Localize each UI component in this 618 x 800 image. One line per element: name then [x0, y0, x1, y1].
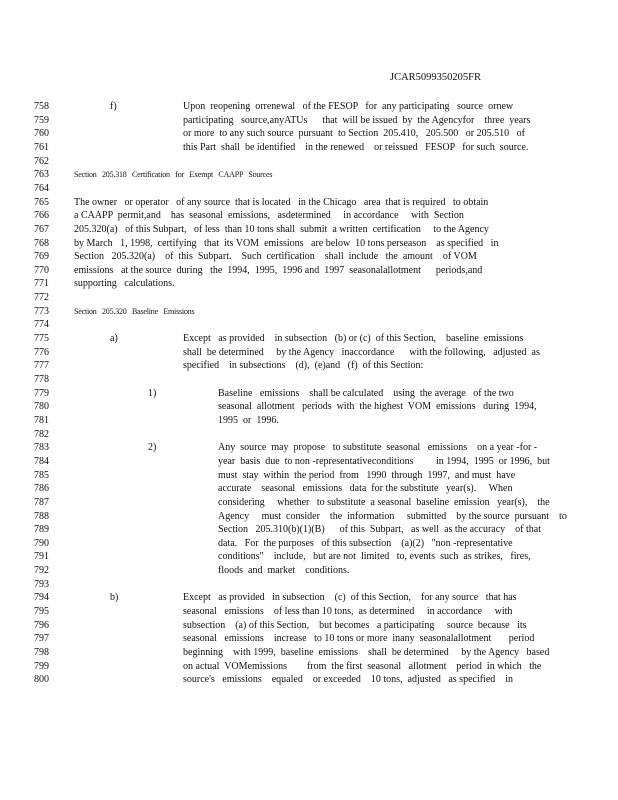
line-text: Any source may propose to substitute seasonal emissions on a year -for - [218, 442, 538, 454]
line-text: floods and market conditions. [218, 565, 350, 577]
line-number: 770 [34, 264, 49, 276]
text-line [34, 291, 54, 305]
line-text: on actual VOMemissions from the first seasonal allotment period in which the [183, 660, 542, 672]
line-number: 785 [34, 469, 49, 481]
text-line [34, 373, 54, 387]
text-line [34, 414, 279, 428]
line-text: Upon reopening orrenewal of the FESOP for any participating source ornew [183, 101, 514, 112]
line-number: 783 [34, 442, 49, 454]
line-number: 761 [34, 141, 49, 153]
line-text: 205.320(a) of this Subpart, of less than 10 tons shall submit a written certification to the Agency [74, 223, 489, 235]
line-text: accurate seasonal emissions data for the substitute year(s). When [218, 483, 513, 495]
line-text: specified in subsections (d), (e)and (f) of this Section: [183, 360, 424, 372]
line-text: shall be determined by the Agency inaccordance with the following, adjusted as [183, 346, 540, 358]
text-line [34, 578, 54, 592]
text-line [34, 114, 531, 128]
text-line [34, 277, 175, 291]
text-line [34, 209, 464, 223]
text-line [34, 346, 540, 360]
text-line [34, 537, 513, 551]
line-number: 759 [34, 114, 49, 126]
text-line [34, 496, 550, 510]
line-number: 793 [34, 578, 49, 590]
text-line [34, 591, 517, 605]
line-text: Except as provided in subsection (b) or (c) of this Section, baseline emissions [183, 333, 524, 345]
line-text: this Part shall be identified in the renewed or reissued FESOP for such source. [183, 141, 529, 153]
line-number: 782 [34, 428, 49, 440]
text-line [34, 196, 489, 210]
text-line [34, 264, 483, 278]
line-text: Section 205.320(a) of this Subpart. Such certification shall include the amount of VOM [74, 251, 477, 263]
line-text: participating source,anyATUs that will be issued by the Agencyfor three years [183, 114, 531, 126]
text-line [34, 141, 529, 155]
text-line [34, 605, 513, 619]
line-number: 794 [34, 592, 49, 604]
line-number: 776 [34, 346, 49, 358]
line-number: 792 [34, 565, 49, 577]
text-line [34, 100, 514, 114]
line-text: 1995 or 1996. [218, 414, 279, 426]
section-heading: Section 205.318 Certification for Exempt CAAPP Sources [74, 170, 273, 180]
text-line [34, 428, 54, 442]
line-number: 781 [34, 414, 49, 426]
subsection-marker: b) [110, 592, 119, 604]
text-line [34, 387, 514, 401]
line-number: 797 [34, 633, 49, 645]
line-number: 767 [34, 223, 49, 235]
text-line [34, 318, 54, 332]
line-number: 780 [34, 401, 49, 413]
line-number: 796 [34, 619, 49, 631]
line-number: 798 [34, 647, 49, 658]
line-number: 758 [34, 101, 49, 112]
line-text: year basis due to non -representativeconditions in 1994, 1995 or 1996, but [218, 455, 550, 467]
text-line [34, 182, 54, 196]
text-line [34, 237, 499, 251]
text-line [34, 660, 542, 674]
text-line [34, 155, 54, 169]
text-line [34, 482, 513, 496]
text-line [34, 469, 516, 483]
section-heading-line [34, 168, 273, 182]
line-text: by March 1, 1998, certifying that its VOM emissions are below 10 tons perseason as specified in [74, 237, 499, 249]
text-line [34, 632, 535, 646]
document-id: JCAR5099350205FR [390, 72, 482, 83]
line-text: subsection (a) of this Section, but becomes a participating source because its [183, 619, 527, 631]
text-line [34, 441, 538, 455]
text-line [34, 673, 514, 687]
section-heading-line [34, 305, 195, 319]
line-text: beginning with 1999, baseline emissions shall be determined by the Agency based [183, 647, 550, 658]
line-text: The owner or operator of any source that is located in the Chicago area that is required to obtain [74, 196, 489, 208]
line-number: 763 [34, 169, 49, 181]
line-number: 799 [34, 660, 49, 672]
line-number: 772 [34, 292, 49, 304]
line-text: or more to any such source pursuant to Section 205.410, 205.500 or 205.510 of [183, 128, 525, 140]
line-number: 777 [34, 360, 49, 372]
line-text: Baseline emissions shall be calculated using the average of the two [218, 387, 514, 399]
subsection-marker: f) [110, 101, 117, 112]
line-text: supporting calculations. [74, 278, 175, 290]
text-line [34, 359, 424, 373]
line-number: 769 [34, 251, 49, 263]
line-number: 764 [34, 182, 49, 194]
text-line [34, 223, 489, 237]
line-number: 768 [34, 237, 49, 249]
text-line [34, 646, 550, 660]
paragraph-marker: 2) [148, 442, 157, 454]
line-number: 775 [34, 333, 49, 345]
line-number: 774 [34, 319, 49, 331]
line-number: 787 [34, 496, 49, 508]
text-line [34, 332, 524, 346]
line-number: 789 [34, 524, 49, 536]
line-text: a CAAPP permit,and has seasonal emissions, asdetermined in accordance with Section [74, 210, 464, 222]
line-text: source's emissions equaled or exceeded 10 tons, adjusted as specified in [183, 674, 514, 686]
text-line [34, 455, 550, 469]
text-line [34, 510, 567, 524]
line-number: 760 [34, 128, 49, 140]
line-number: 800 [34, 674, 49, 686]
line-text: seasonal emissions of less than 10 tons, as determined in accordance with [183, 606, 513, 618]
text-line [34, 400, 537, 414]
line-number: 766 [34, 210, 49, 222]
line-text: conditions" include, but are not limited to, events such as strikes, fires, [218, 551, 531, 563]
line-text: must stay within the period from 1990 through 1997, and must have [218, 469, 516, 481]
line-number: 778 [34, 374, 49, 385]
line-text: seasonal emissions increase to 10 tons or more inany seasonalallotment period [183, 633, 535, 645]
line-text: data. For the purposes of this subsection (a)(2) "non -representative [218, 537, 513, 549]
line-number: 762 [34, 155, 49, 167]
text-line [34, 564, 350, 578]
paragraph-marker: 1) [148, 387, 157, 399]
line-number: 791 [34, 551, 49, 563]
line-text: Section 205.310(b)(1)(B) of this Subpart, as well as the accuracy of that [218, 524, 541, 536]
line-number: 790 [34, 537, 49, 549]
line-number: 784 [34, 455, 49, 467]
text-line [34, 619, 527, 633]
line-text: seasonal allotment periods with the highest VOM emissions during 1994, [218, 401, 537, 413]
text-line [34, 250, 477, 264]
line-text: considering whether to substitute a seasonal baseline emission year(s), the [218, 496, 550, 508]
line-number: 786 [34, 483, 49, 495]
text-line [34, 550, 531, 564]
line-text: Except as provided in subsection (c) of this Section, for any source that has [183, 592, 517, 604]
line-number: 779 [34, 387, 49, 399]
subsection-marker: a) [110, 333, 118, 345]
line-number: 788 [34, 510, 49, 522]
text-line [34, 127, 525, 141]
line-number: 771 [34, 278, 49, 290]
line-text: Agency must consider the information submitted by the source pursuant to [218, 510, 567, 522]
text-line [34, 523, 541, 537]
line-text: emissions at the source during the 1994, 1995, 1996 and 1997 seasonalallotment periods,and [74, 264, 483, 276]
line-number: 795 [34, 606, 49, 618]
line-number: 773 [34, 305, 49, 317]
section-heading: Section 205.320 Baseline Emissions [74, 306, 195, 316]
line-number: 765 [34, 196, 49, 208]
